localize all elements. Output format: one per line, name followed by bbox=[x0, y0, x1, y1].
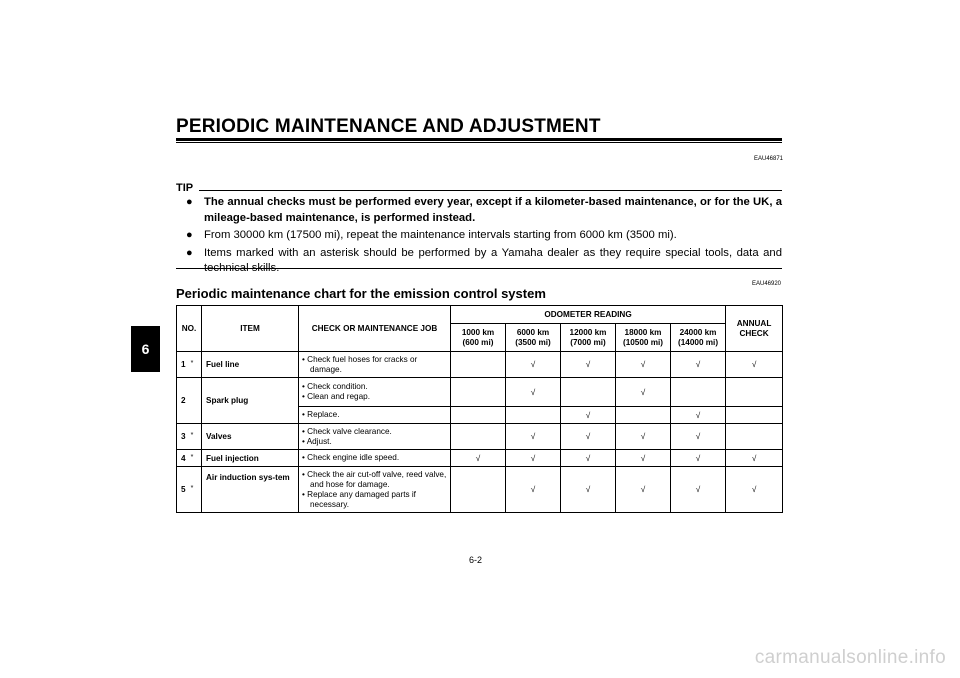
row-item: Air induction sys-tem bbox=[202, 467, 299, 513]
empty-cell bbox=[561, 378, 616, 407]
check-mark: √ bbox=[506, 378, 561, 407]
row-job: • Check valve clearance. • Adjust. bbox=[299, 424, 451, 450]
empty-cell bbox=[451, 424, 506, 450]
check-mark: √ bbox=[561, 407, 616, 424]
header-job: CHECK OR MAINTENANCE JOB bbox=[299, 306, 451, 352]
check-mark: √ bbox=[506, 352, 561, 378]
table-row bbox=[177, 467, 783, 513]
empty-cell bbox=[451, 352, 506, 378]
check-mark: √ bbox=[616, 467, 671, 513]
chart-reference-code: EAU46920 bbox=[752, 281, 782, 287]
check-mark: √ bbox=[671, 407, 726, 424]
check-mark: √ bbox=[671, 352, 726, 378]
check-mark: √ bbox=[506, 424, 561, 450]
check-mark: √ bbox=[506, 450, 561, 467]
check-mark: √ bbox=[451, 450, 506, 467]
bullet-icon: ● bbox=[186, 229, 193, 241]
check-mark: √ bbox=[561, 450, 616, 467]
row-item: Fuel injection bbox=[202, 450, 299, 467]
check-mark: √ bbox=[506, 467, 561, 513]
bullet-icon: ● bbox=[186, 246, 193, 259]
empty-cell bbox=[506, 407, 561, 424]
empty-cell bbox=[726, 407, 783, 424]
tip-item: ● Items marked with an asterisk should be performed by a Yamaha dealer as they require special tools, data and technical skills. bbox=[186, 246, 782, 274]
row-item: Spark plug bbox=[202, 378, 299, 424]
empty-cell bbox=[451, 407, 506, 424]
header-odometer: ODOMETER READING bbox=[451, 306, 726, 324]
row-job: • Check fuel hoses for cracks or damage. bbox=[299, 352, 451, 378]
check-mark: √ bbox=[671, 467, 726, 513]
check-mark: √ bbox=[726, 450, 783, 467]
check-mark: √ bbox=[671, 450, 726, 467]
tip-top-rule bbox=[199, 190, 782, 191]
check-mark: √ bbox=[616, 450, 671, 467]
row-job: • Check engine idle speed. bbox=[299, 450, 451, 467]
header-no: NO. bbox=[177, 306, 202, 352]
row-job: • Check the air cut-off valve, reed valve, and hose for damage. • Replace any damaged parts if necessary. bbox=[299, 467, 451, 513]
check-mark: √ bbox=[671, 424, 726, 450]
section-tab: 6 bbox=[131, 326, 160, 372]
tip-bottom-rule bbox=[176, 268, 782, 269]
tip-item: ● From 30000 km (17500 mi), repeat the maintenance intervals starting from 6000 km (3500 mi). bbox=[186, 228, 782, 244]
row-number: 3 * bbox=[177, 424, 202, 450]
check-mark: √ bbox=[561, 424, 616, 450]
header-interval: 18000 km (10500 mi) bbox=[616, 324, 671, 352]
row-number: 2 bbox=[177, 378, 202, 424]
bullet-icon: ● bbox=[186, 196, 193, 208]
empty-cell bbox=[451, 467, 506, 513]
tip-reference-code: EAU46871 bbox=[754, 156, 784, 162]
header-item: ITEM bbox=[202, 306, 299, 352]
tip-item: ● The annual checks must be performed every year, except if a kilometer-based maintenance, or for the UK, a mileage-based maintenance, is performed instead. bbox=[186, 196, 782, 224]
empty-cell bbox=[726, 378, 783, 407]
row-job: • Check condition. • Clean and regap. bbox=[299, 378, 451, 407]
header-rule-thin bbox=[176, 142, 782, 143]
empty-cell bbox=[671, 378, 726, 407]
tip-list bbox=[186, 195, 782, 279]
header-interval: 12000 km (7000 mi) bbox=[561, 324, 616, 352]
header-rule bbox=[176, 138, 782, 141]
maintenance-table bbox=[176, 305, 783, 513]
check-mark: √ bbox=[561, 352, 616, 378]
header-annual: ANNUAL CHECK bbox=[726, 306, 783, 352]
page-number: 6-2 bbox=[469, 555, 483, 565]
row-item: Valves bbox=[202, 424, 299, 450]
table-row bbox=[177, 352, 783, 378]
page-header-title: PERIODIC MAINTENANCE AND ADJUSTMENT bbox=[176, 116, 601, 137]
header-interval: 24000 km (14000 mi) bbox=[671, 324, 726, 352]
tip-label: TIP bbox=[176, 182, 194, 194]
header-interval: 1000 km (600 mi) bbox=[451, 324, 506, 352]
table-row bbox=[177, 378, 783, 407]
header-interval: 6000 km (3500 mi) bbox=[506, 324, 561, 352]
check-mark: √ bbox=[616, 352, 671, 378]
check-mark: √ bbox=[726, 467, 783, 513]
row-number: 5 * bbox=[177, 467, 202, 513]
empty-cell bbox=[616, 407, 671, 424]
check-mark: √ bbox=[616, 378, 671, 407]
empty-cell bbox=[726, 424, 783, 450]
chart-heading: Periodic maintenance chart for the emission control system bbox=[176, 286, 546, 301]
empty-cell bbox=[451, 378, 506, 407]
row-job: • Replace. bbox=[299, 407, 451, 424]
table-row bbox=[177, 424, 783, 450]
check-mark: √ bbox=[616, 424, 671, 450]
watermark: carmanualsonline.info bbox=[754, 647, 946, 668]
row-number: 1 * bbox=[177, 352, 202, 378]
table-row bbox=[177, 450, 783, 467]
row-number: 4 * bbox=[177, 450, 202, 467]
row-item: Fuel line bbox=[202, 352, 299, 378]
check-mark: √ bbox=[561, 467, 616, 513]
check-mark: √ bbox=[726, 352, 783, 378]
